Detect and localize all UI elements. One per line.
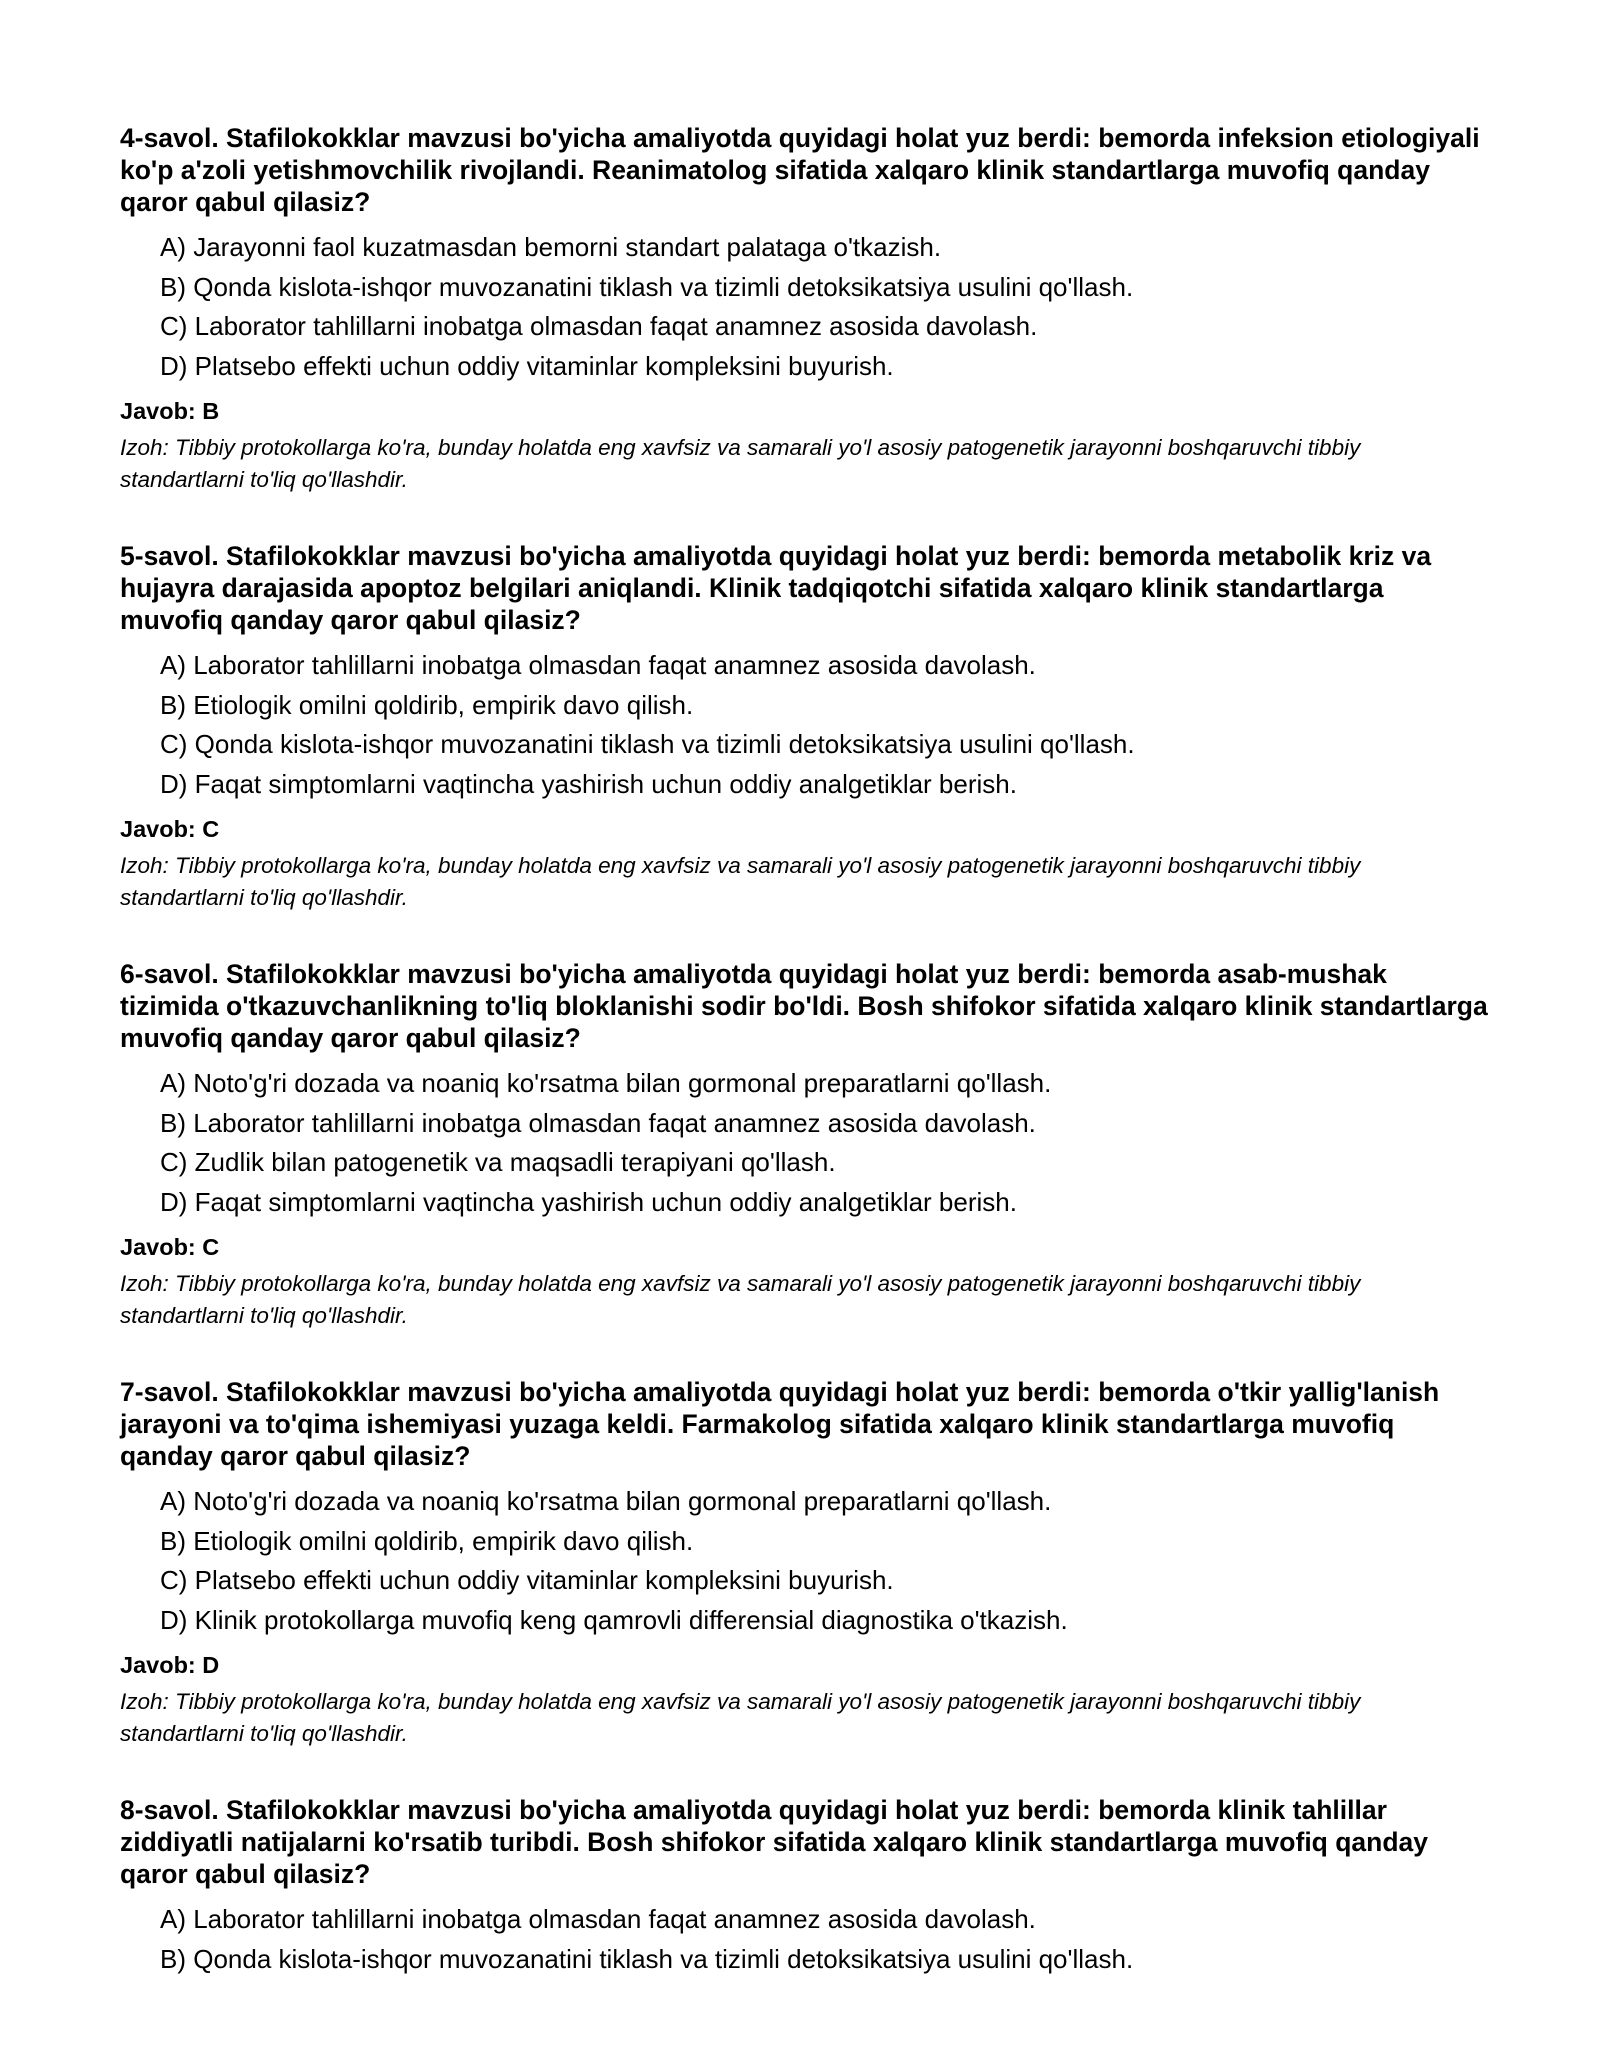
options-list [120, 228, 1490, 386]
question-text: 8-savol. Stafilokokklar mavzusi bo'yicha amaliyotda quyidagi holat yuz berdi: bemorda klinik tahlillar ziddiyatli natijalarni ko'rsatib turibdi. Bosh shifokor sifatida xalqaro klinik standartlarga muvofiq qanday qaror qabul qilasiz? [120, 1795, 1429, 1889]
option-c: C) Platsebo effekti uchun oddiy vitaminlar kompleksini buyurish. [160, 1565, 894, 1595]
option-b: B) Qonda kislota-ishqor muvozanatini tiklash va tizimli detoksikatsiya usulini qo'llash. [160, 271, 1134, 302]
option-a: A) Noto'g'ri dozada va noaniq ko'rsatma bilan gormonal preparatlarni qo'llash. [160, 1068, 1052, 1098]
answer-label: Javob: C [120, 816, 220, 842]
explanation-note: Izoh: Tibbiy protokollarga ko'ra, bunday holatda eng xavfsiz va samarali yo'l asosiy patogenetik jarayonni boshqaruvchi tibbiy standartlarni to'liq qo'llashdir. [120, 853, 1361, 910]
explanation-note: Izoh: Tibbiy protokollarga ko'ra, bunday holatda eng xavfsiz va samarali yo'l asosiy patogenetik jarayonni boshqaruvchi tibbiy standartlarni to'liq qo'llashdir. [120, 1271, 1361, 1328]
option-c: C) Qonda kislota-ishqor muvozanatini tiklash va tizimli detoksikatsiya usulini qo'llash. [160, 729, 1135, 759]
option-b: B) Laborator tahlillarni inobatga olmasdan faqat anamnez asosida davolash. [160, 1107, 1036, 1138]
option-a: A) Laborator tahlillarni inobatga olmasdan faqat anamnez asosida davolash. [160, 1904, 1036, 1934]
option-a: A) Laborator tahlillarni inobatga olmasdan faqat anamnez asosida davolash. [160, 650, 1036, 680]
answer-label: Javob: C [120, 1234, 220, 1260]
question-text: 7-savol. Stafilokokklar mavzusi bo'yicha amaliyotda quyidagi holat yuz berdi: bemorda o'tkir yallig'lanish jarayoni va to'qima ishemiyasi yuzaga keldi. Farmakolog sifatida xalqaro klinik standartlarga muvofiq qanday qaror qabul qilasiz? [120, 1377, 1440, 1471]
question-text: 6-savol. Stafilokokklar mavzusi bo'yicha amaliyotda quyidagi holat yuz berdi: bemorda asab-mushak tizimida o'tkazuvchanlikning to'liq bloklanishi sodir bo'ldi. Bosh shifokor sifatida xalqaro klinik standartlarga muvofiq qanday qaror qabul qilasiz? [120, 959, 1488, 1053]
question-text: 4-savol. Stafilokokklar mavzusi bo'yicha amaliyotda quyidagi holat yuz berdi: bemorda infeksion etiologiyali ko'p a'zoli yetishmovchilik rivojlandi. Reanimatolog sifatida xalqaro klinik standartlarga muvofiq qanday qaror qabul qilasiz? [120, 123, 1480, 217]
option-a: A) Jarayonni faol kuzatmasdan bemorni standart palataga o'tkazish. [160, 232, 942, 262]
option-b: B) Qonda kislota-ishqor muvozanatini tiklash va tizimli detoksikatsiya usulini qo'llash. [160, 1943, 1134, 1974]
answer-label: Javob: B [120, 398, 220, 424]
options-list [120, 646, 1490, 804]
options-list [120, 1064, 1490, 1222]
question-block [120, 122, 1490, 496]
option-b: B) Etiologik omilni qoldirib, empirik davo qilish. [160, 689, 694, 720]
question-text: 5-savol. Stafilokokklar mavzusi bo'yicha amaliyotda quyidagi holat yuz berdi: bemorda metabolik kriz va hujayra darajasida apoptoz belgilari aniqlandi. Klinik tadqiqotchi sifatida xalqaro klinik standartlarga muvofiq qanday qaror qabul qilasiz? [120, 541, 1432, 635]
options-list [120, 1482, 1490, 1640]
option-d: D) Faqat simptomlarni vaqtincha yashirish uchun oddiy analgetiklar berish. [160, 1186, 1017, 1217]
option-c: C) Laborator tahlillarni inobatga olmasdan faqat anamnez asosida davolash. [160, 311, 1038, 341]
question-block [120, 1794, 1490, 1979]
option-d: D) Faqat simptomlarni vaqtincha yashirish uchun oddiy analgetiklar berish. [160, 768, 1017, 799]
question-block [120, 958, 1490, 1332]
option-d: D) Platsebo effekti uchun oddiy vitaminlar kompleksini buyurish. [160, 350, 894, 381]
option-d: D) Klinik protokollarga muvofiq keng qamrovli differensial diagnostika o'tkazish. [160, 1604, 1068, 1635]
answer-label: Javob: D [120, 1652, 220, 1678]
explanation-note: Izoh: Tibbiy protokollarga ko'ra, bunday holatda eng xavfsiz va samarali yo'l asosiy patogenetik jarayonni boshqaruvchi tibbiy standartlarni to'liq qo'llashdir. [120, 435, 1361, 492]
explanation-note: Izoh: Tibbiy protokollarga ko'ra, bunday holatda eng xavfsiz va samarali yo'l asosiy patogenetik jarayonni boshqaruvchi tibbiy standartlarni to'liq qo'llashdir. [120, 1689, 1361, 1746]
document-page [120, 122, 1490, 2023]
option-c: C) Zudlik bilan patogenetik va maqsadli terapiyani qo'llash. [160, 1147, 836, 1177]
option-b: B) Etiologik omilni qoldirib, empirik davo qilish. [160, 1525, 694, 1556]
question-block [120, 1376, 1490, 1750]
options-list [120, 1900, 1490, 1979]
option-a: A) Noto'g'ri dozada va noaniq ko'rsatma bilan gormonal preparatlarni qo'llash. [160, 1486, 1052, 1516]
question-block [120, 540, 1490, 914]
